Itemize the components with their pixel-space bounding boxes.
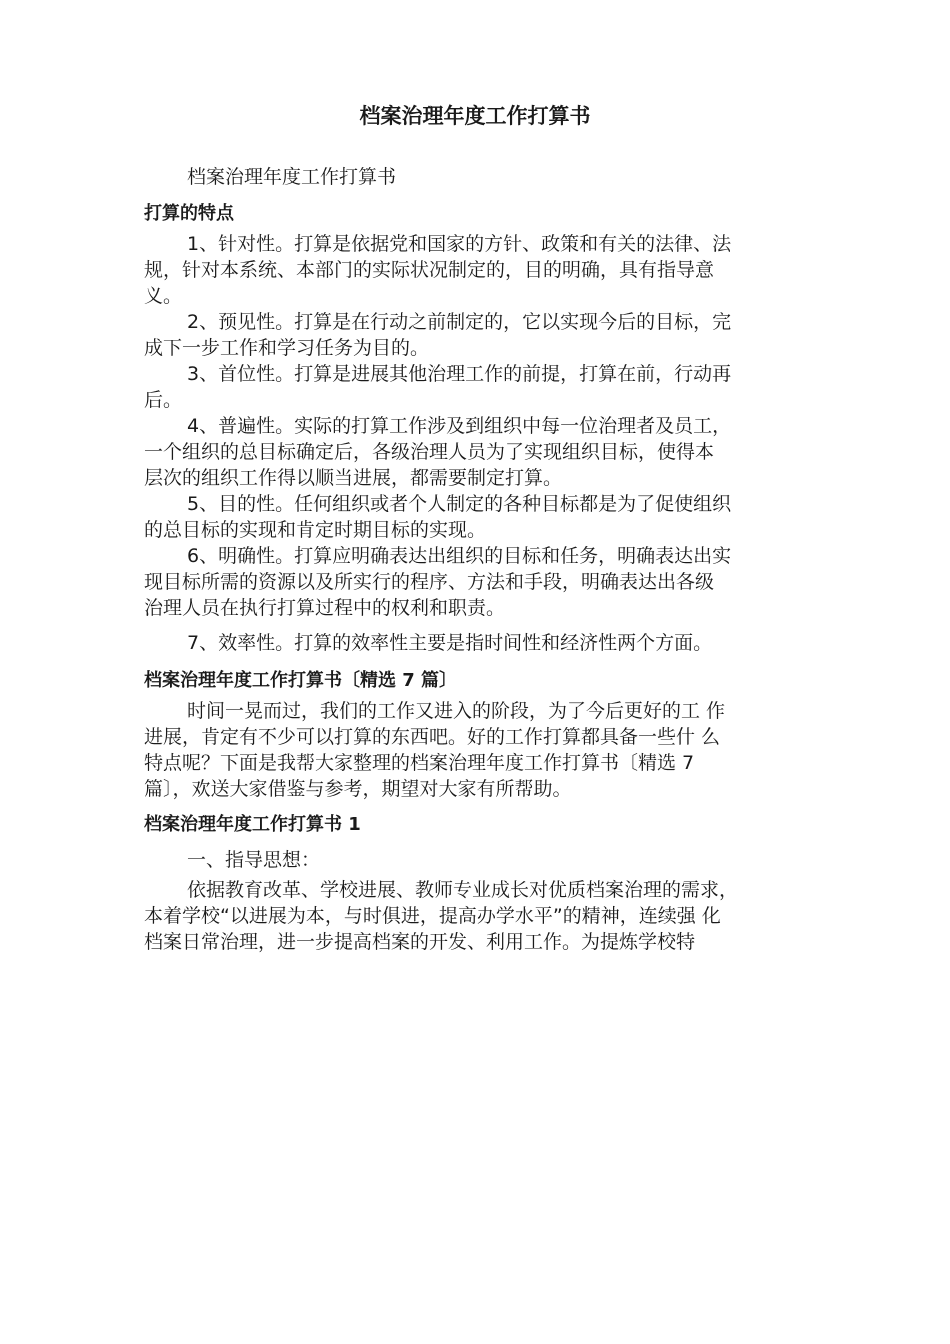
paragraph-item-3 <box>144 361 824 413</box>
text-line: 规，针对本系统、本部门的实际状况制定的，目的明确，具有指导意 <box>144 259 715 281</box>
text-line: 成下一步工作和学习任务为目的。 <box>144 337 430 359</box>
paragraph-item-2 <box>144 309 824 361</box>
paragraph-item-5 <box>144 491 824 543</box>
text-line: 篇〕，欢送大家借鉴与参考，期望对大家有所帮助。 <box>144 778 572 800</box>
text-line: 的总目标的实现和肯定时期目标的实现。 <box>144 519 487 541</box>
text-line: 档案日常治理，进一步提高档案的开发、利用工作。为提炼学校特 <box>144 931 696 953</box>
text-line: 一、指导思想： <box>187 849 321 871</box>
text-line: 一个组织的总目标确定后，各级治理人员为了实现组织目标，使得本 <box>144 441 715 463</box>
text-line: 2、预见性。打算是在行动之前制定的，它以实现今后的目标，完 <box>187 311 732 333</box>
paragraph-item-4 <box>144 413 824 491</box>
text-line: 7、效率性。打算的效率性主要是指时间性和经济性两个方面。 <box>187 632 713 654</box>
text-line: 进展，肯定有不少可以打算的东西吧。好的工作打算都具备一些什 么 <box>144 726 721 748</box>
text-line: 现目标所需的资源以及所实行的程序、方法和手段，明确表达出各级 <box>144 571 715 593</box>
section-heading-features: 打算的特点 <box>144 203 234 224</box>
paragraph-item-7 <box>144 630 824 656</box>
text-line: 特点呢？下面是我帮大家整理的档案治理年度工作打算书〔精选 7 <box>144 752 695 774</box>
text-line: 时间一晃而过，我们的工作又进入的阶段，为了今后更好的工 作 <box>187 700 726 722</box>
section-heading-selected: 档案治理年度工作打算书〔精选 7 篇〕 <box>144 670 458 691</box>
text-line: 后。 <box>144 389 183 411</box>
document-subtitle: 档案治理年度工作打算书 <box>187 166 397 188</box>
text-line: 义。 <box>144 285 183 307</box>
text-line: 5、目的性。任何组织或者个人制定的各种目标都是为了促使组织 <box>187 493 732 515</box>
document-title: 档案治理年度工作打算书 <box>359 104 591 128</box>
paragraph-item-6 <box>144 543 824 621</box>
paragraph-guide-heading <box>144 847 824 873</box>
text-line: 本着学校“以进展为本，与时俱进，提高办学水平”的精神，连续强 化 <box>144 905 721 927</box>
text-line: 6、明确性。打算应明确表达出组织的目标和任务，明确表达出实 <box>187 545 732 567</box>
paragraph-guide-body <box>144 877 824 955</box>
text-line: 3、首位性。打算是进展其他治理工作的前提，打算在前，行动再 <box>187 363 732 385</box>
text-line: 依据教育改革、学校进展、教师专业成长对优质档案治理的需求， <box>187 879 739 901</box>
paragraph-item-1 <box>144 231 824 309</box>
text-line: 4、普遍性。实际的打算工作涉及到组织中每一位治理者及员工， <box>187 415 732 437</box>
text-line: 1、针对性。打算是依据党和国家的方针、政策和有关的法律、法 <box>187 233 732 255</box>
text-line: 层次的组织工作得以顺当进展，都需要制定打算。 <box>144 467 563 489</box>
section-heading-plan-1: 档案治理年度工作打算书 1 <box>144 814 361 835</box>
paragraph-intro <box>144 698 824 802</box>
text-line: 治理人员在执行打算过程中的权利和职责。 <box>144 597 506 619</box>
